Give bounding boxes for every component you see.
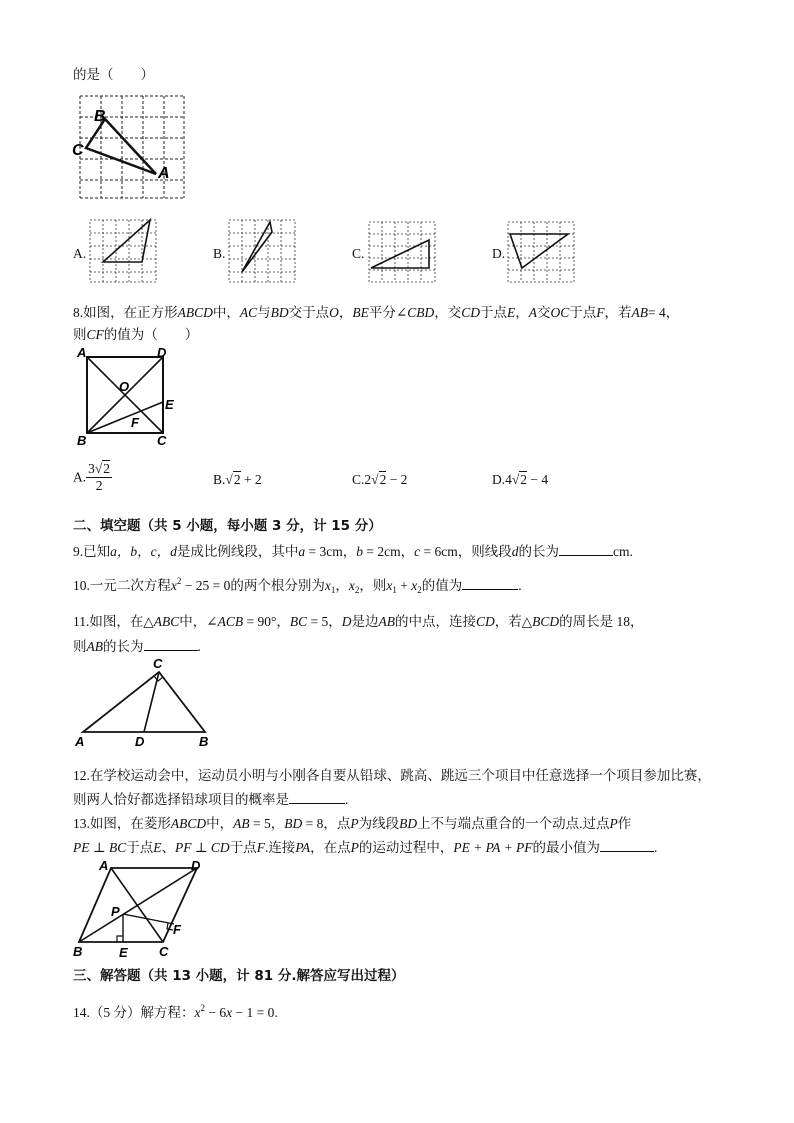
q11-label-a: A — [75, 734, 85, 749]
q13-label-f: F — [173, 922, 181, 937]
section3-title: 三、解答题（共 13 小题，计 81 分.解答应写出过程） — [73, 968, 405, 984]
q10-text: 10.一元二次方程$x^2 - 25 = 0$的两个根分别为$x_1$，$x_2$，则$x_1 + x_2$的值为 . — [73, 576, 522, 595]
q10-answer-blank[interactable] — [462, 577, 518, 590]
q7-option-a-figure[interactable] — [88, 218, 158, 284]
q14-text: 14.（5 分）解方程：$x^2 - 6x - 1 = 0$. — [73, 1003, 278, 1020]
q8-option-a[interactable]: A. $\frac{3√2}{2}$ — [73, 461, 111, 493]
q12-line1: 12.在学校运动会中，运动员小明与小刚各自要从铅球、跳高、跳远三个项目中任意选择一个项目参加比赛， — [73, 768, 711, 783]
q13-answer-blank[interactable] — [600, 839, 654, 852]
q13-label-b: B — [73, 944, 83, 959]
q11-triangle-figure — [73, 656, 218, 751]
q13-label-p: P — [111, 904, 120, 919]
q13-line2: PE ⊥ BC于点E、PF ⊥ CD于点F.连接PA，在点P的运动过程中，PE + PA + PF的最小值为 . — [73, 840, 658, 855]
q7-label-b: B — [94, 108, 106, 125]
q7-label-c: C — [72, 142, 84, 159]
q11-label-b: B — [199, 734, 209, 749]
q13-label-c: C — [159, 944, 169, 959]
q13-label-e: E — [119, 945, 128, 960]
q8-label-e: E — [165, 397, 174, 412]
q8-label-d: D — [157, 345, 167, 360]
q7-question-tail: 的是（ ） — [73, 67, 154, 82]
q8-label-b: B — [77, 433, 87, 448]
q8-line1: 8.如图，在正方形ABCD中，AC与BD交于点O，BE平分∠CBD，交CD于点E，A交OC于点F，若AB= 4， — [73, 305, 680, 320]
q11-line2: 则AB的长为 . — [73, 639, 201, 654]
q7-option-a-letter[interactable]: A. — [73, 246, 87, 261]
q7-option-c-letter[interactable]: C. — [352, 246, 365, 261]
q12-line2: 则两人恰好都选择铅球项目的概率是 . — [73, 792, 349, 807]
q8-label-f: F — [131, 415, 139, 430]
q11-line1: 11.如图，在△ABC中，∠ACB = 90°，BC = 5，D是边AB的中点，连接CD，若△BCD的周长是 18， — [73, 614, 644, 629]
q8-option-d[interactable]: D.4√2 − 4 — [492, 472, 549, 487]
q13-label-a: A — [99, 858, 109, 873]
q8-label-o: O — [119, 379, 130, 394]
q8-label-c: C — [157, 433, 167, 448]
q11-answer-blank[interactable] — [144, 638, 198, 651]
q9-answer-blank[interactable] — [559, 543, 613, 556]
q7-option-c-figure[interactable] — [367, 220, 437, 284]
q8-option-c[interactable]: C.2√2 − 2 — [352, 472, 408, 487]
section2-title: 二、填空题（共 5 小题，每小题 3 分，计 15 分） — [73, 518, 382, 534]
q13-rhombus-figure — [73, 858, 213, 960]
q7-option-b-figure[interactable] — [227, 218, 297, 284]
q12-answer-blank[interactable] — [289, 791, 345, 804]
q8-label-a: A — [77, 345, 87, 360]
q7-label-a: A — [158, 165, 170, 182]
q11-label-c: C — [153, 656, 163, 671]
q8-option-b[interactable]: B.√2 + 2 — [213, 472, 262, 487]
q8-square-figure — [73, 345, 183, 450]
q7-option-d-letter[interactable]: D. — [492, 246, 506, 261]
q7-option-b-letter[interactable]: B. — [213, 246, 226, 261]
q7-option-d-figure[interactable] — [506, 220, 576, 284]
q9-text: 9.已知a，b，c，d是成比例线段，其中a = 3cm，b = 2cm，c = 6cm，则线段d的长为 cm. — [73, 544, 633, 559]
q13-label-d: D — [191, 858, 201, 873]
q13-line1: 13.如图，在菱形ABCD中，AB = 5，BD = 8，点P为线段BD上不与端点重合的一个动点.过点P作 — [73, 816, 632, 831]
q11-label-d: D — [135, 734, 145, 749]
q8-line2: 则CF的值为（ ） — [73, 327, 199, 342]
q7-main-figure — [72, 92, 192, 202]
